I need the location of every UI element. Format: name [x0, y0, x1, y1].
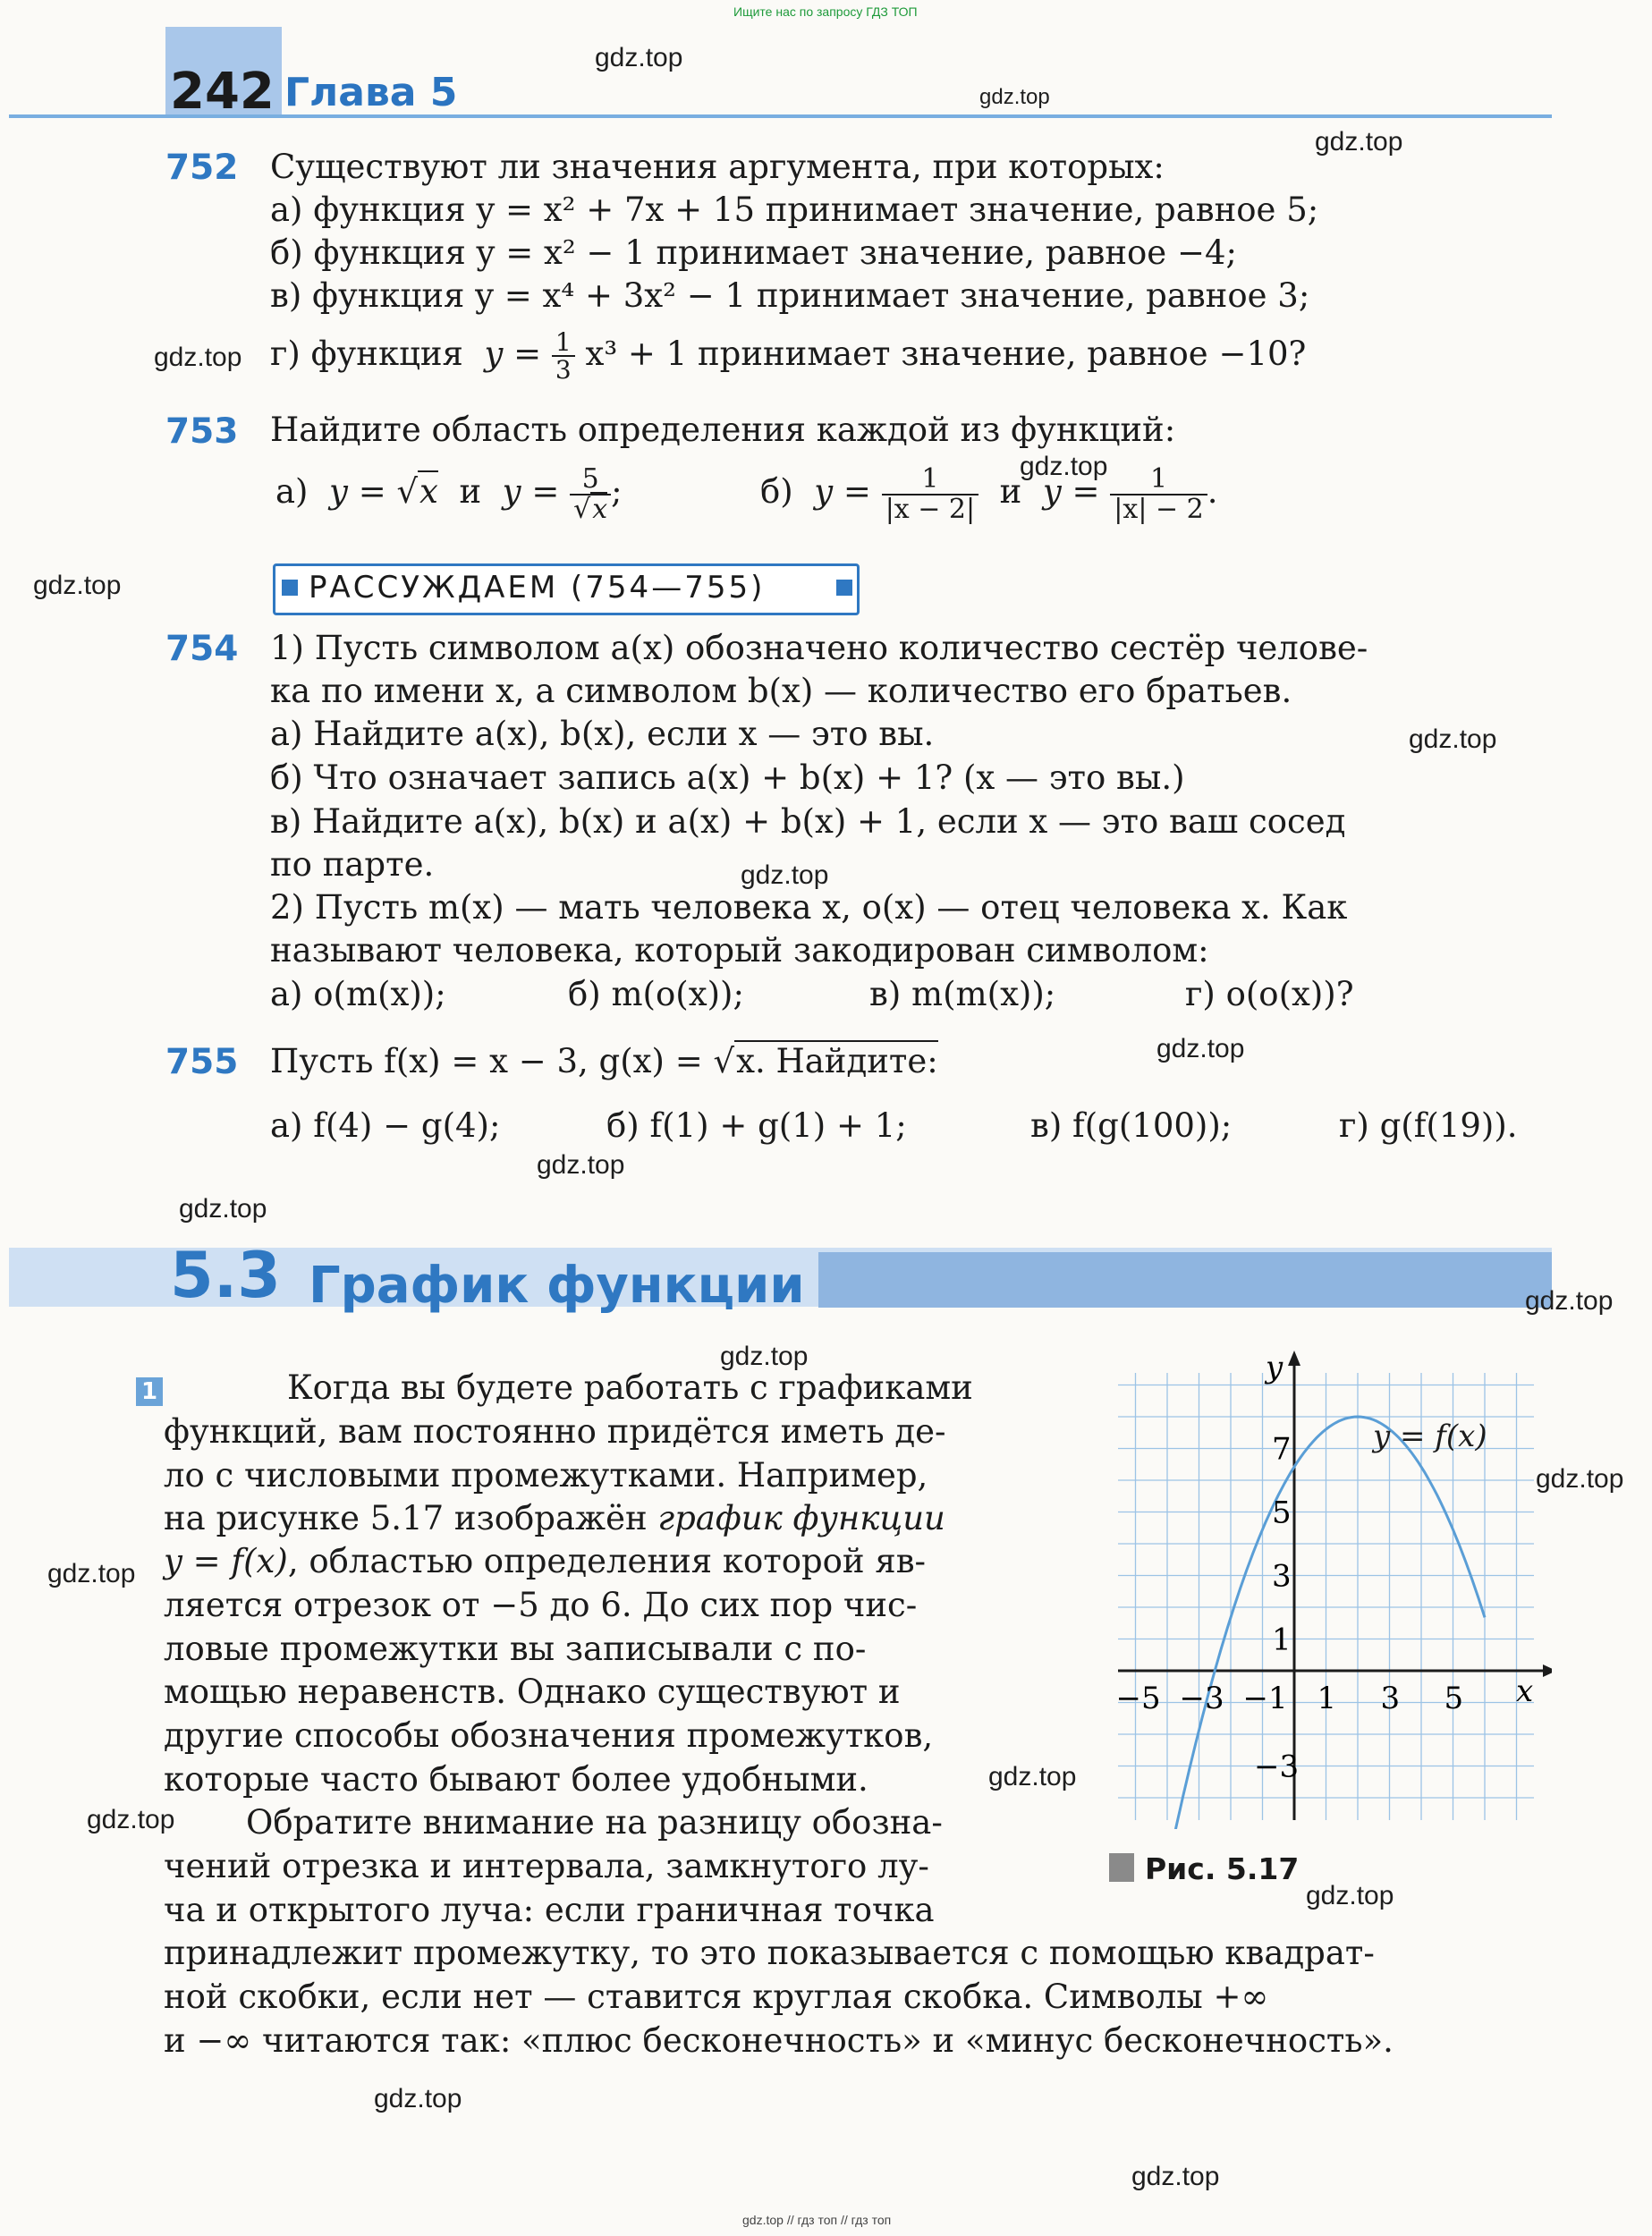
chapter-title: Глава 5 — [284, 70, 458, 115]
ex752-b: б) функция y = x² − 1 принимает значение, равное −4; — [270, 233, 1237, 272]
ex754-option-d: г) o(o(x))? — [1185, 975, 1354, 1013]
reasoning-title: РАССУЖДАЕМ (754—755) — [309, 570, 766, 606]
ex752-d-post: x³ + 1 принимает значение, равное −10? — [585, 334, 1307, 373]
function-curve — [1136, 1417, 1486, 1829]
ex752-a: а) функция y = x² + 7x + 15 принимает значение, равное 5; — [270, 191, 1319, 229]
paragraph-2-line3: ча и открытого луча: если граничная точка — [164, 1891, 935, 1929]
x-tick-label: −3 — [1179, 1681, 1224, 1716]
y-tick-label: 1 — [1272, 1622, 1292, 1658]
ex754-line5: в) Найдите a(x), b(x) и a(x) + b(x) + 1, если x — это ваш сосед — [270, 802, 1346, 841]
ex752-d-frac-num: 1 — [552, 329, 575, 357]
paragraph-1-line9: другие способы обозначения промежутков, — [164, 1716, 934, 1755]
y-tick-label: 5 — [1272, 1495, 1292, 1531]
function-graph — [1105, 1346, 1552, 1829]
watermark: gdz.top — [1156, 1034, 1245, 1063]
exercise-number-753: 753 — [165, 411, 239, 452]
ex753-a: а) y = √x и y = $\frac{5}{√x}$ ; — [275, 463, 623, 525]
watermark: gdz.top — [87, 1805, 175, 1834]
ex754-line4: б) Что означает запись a(x) + b(x) + 1? (x — это вы.) — [270, 758, 1185, 797]
watermark: gdz.top — [720, 1342, 809, 1371]
watermark: gdz.top — [179, 1194, 267, 1224]
watermark: gdz.top — [374, 2084, 462, 2113]
watermark: gdz.top — [1315, 127, 1403, 157]
paragraph-2-line5: ной скобки, если нет — ставится круглая скобка. Символы +∞ — [164, 1978, 1269, 2016]
ex753-b: б) y = $\frac{1}{|x - 2|}$ и y = $\frac{1}{|x| - 2}$ . — [760, 463, 1218, 525]
watermark: gdz.top — [1409, 724, 1497, 754]
watermark: gdz.top — [1536, 1464, 1624, 1494]
ex755-b: б) f(1) + g(1) + 1; — [606, 1106, 907, 1145]
top-note: Ищите нас по запросу ГДЗ ТОП — [733, 4, 918, 19]
ex755-intro: Пусть f(x) = x − 3, g(x) = √x. Найдите: — [270, 1042, 938, 1080]
ex752-c: в) функция y = x⁴ + 3x² − 1 принимает значение, равное 3; — [270, 276, 1310, 315]
ex755-c: в) f(g(100)); — [1030, 1106, 1233, 1145]
y-tick-label: −3 — [1254, 1749, 1300, 1785]
x-tick-label: −1 — [1242, 1681, 1288, 1716]
watermark: gdz.top — [1525, 1286, 1614, 1316]
section-title: График функции — [309, 1257, 805, 1315]
function-label: y = f(x) — [1373, 1419, 1487, 1454]
watermark: gdz.top — [1020, 452, 1108, 481]
watermark: gdz.top — [741, 860, 829, 890]
ex752-intro: Существуют ли значения аргумента, при которых: — [270, 148, 1165, 186]
paragraph-1-line10: которые часто бывают более удобными. — [164, 1760, 868, 1799]
paragraph-1-line5: y = f(x), областью определения которой яв- — [164, 1542, 927, 1580]
y-axis-arrow — [1288, 1351, 1300, 1366]
ex754-option-c: в) m(m(x)); — [869, 975, 1056, 1013]
exercise-number-752: 752 — [165, 148, 239, 188]
paragraph-1-line3: ло с числовыми промежутками. Например, — [164, 1456, 928, 1495]
ex753-intro: Найдите область определения каждой из функций: — [270, 411, 1176, 449]
paragraph-2-line2: чений отрезка и интервала, замкнутого лу- — [164, 1847, 929, 1885]
ex752-d-pre: г) функция — [270, 334, 463, 373]
ex752-d-frac-den: 3 — [555, 355, 572, 385]
ex753-b-den2: |x| − 2 — [1114, 493, 1204, 525]
paragraph-1-line6: ляется отрезок от −5 до 6. До сих пор чис- — [164, 1586, 918, 1624]
paragraph-1: Когда вы будете работать с графиками — [287, 1368, 973, 1407]
watermark: gdz.top — [537, 1150, 625, 1180]
ex753-a-num: 5 — [570, 465, 611, 495]
watermark: gdz.top — [1131, 2162, 1220, 2191]
watermark: gdz.top — [1306, 1881, 1394, 1910]
watermark: gdz.top — [979, 85, 1050, 109]
watermark: gdz.top — [47, 1559, 136, 1588]
ex755-a: а) f(4) − g(4); — [270, 1106, 501, 1145]
ex754-line2: ка по имени x, а символом b(x) — количество его братьев. — [270, 672, 1292, 710]
section-number: 5.3 — [170, 1239, 282, 1312]
exercise-number-754: 754 — [165, 629, 239, 669]
x-tick-label: 5 — [1444, 1681, 1464, 1716]
paragraph-1-line8: мощью неравенств. Однако существуют и — [164, 1673, 901, 1711]
paragraph-1-line7: ловые промежутки вы записывали с по- — [164, 1630, 867, 1668]
ex753-b-den1: |x − 2| — [885, 493, 976, 525]
paragraph-2-line6: и −∞ читаются так: «плюс бесконечность» и «минус бесконечность». — [164, 2021, 1394, 2060]
ex754-option-b: б) m(o(x)); — [568, 975, 744, 1013]
y-tick-label: 3 — [1272, 1558, 1292, 1595]
figure-caption: Рис. 5.17 — [1145, 1851, 1300, 1886]
x-axis-arrow — [1543, 1664, 1552, 1677]
ex754-line6: по парте. — [270, 845, 435, 884]
x-axis-label: x — [1516, 1673, 1534, 1709]
watermark: gdz.top — [595, 43, 683, 72]
caption-marker — [1109, 1853, 1134, 1882]
watermark: gdz.top — [154, 343, 242, 372]
exercise-number-755: 755 — [165, 1042, 239, 1082]
ex755-d: г) g(f(19)). — [1339, 1106, 1518, 1145]
reasoning-box-marker-right — [836, 580, 852, 596]
y-tick-label: 7 — [1272, 1431, 1292, 1468]
x-tick-label: −5 — [1115, 1681, 1161, 1716]
ex754-line8: называют человека, который закодирован символом: — [270, 931, 1209, 970]
x-tick-label: 1 — [1317, 1681, 1337, 1716]
watermark: gdz.top — [988, 1762, 1077, 1791]
paragraph-1-line4: на рисунке 5.17 изображён график функции — [164, 1499, 945, 1537]
ex754-line1: 1) Пусть символом a(x) обозначено количество сестёр челове- — [270, 629, 1368, 667]
section-band-accent — [818, 1252, 1552, 1308]
reasoning-box-marker-left — [282, 580, 298, 596]
watermark: gdz.top — [33, 571, 122, 600]
y-axis-label: y — [1266, 1350, 1283, 1385]
ex754-line7: 2) Пусть m(x) — мать человека x, o(x) — отец человека x. Как — [270, 888, 1348, 927]
ex752-d: г) функция y = $\frac{1}{3}$ x³ + 1 принимает значение, равное −10? — [270, 327, 1307, 385]
page-number: 242 — [170, 63, 275, 121]
bottom-note: gdz.top // гдз топ // гдз топ — [742, 2213, 892, 2227]
paragraph-1-line2: функций, вам постоянно придётся иметь де- — [164, 1412, 946, 1451]
paragraph-marker: 1 — [136, 1377, 163, 1406]
ex754-line3: а) Найдите a(x), b(x), если x — это вы. — [270, 715, 935, 753]
x-tick-label: 3 — [1380, 1681, 1401, 1716]
paragraph-2-line4: принадлежит промежутку, то это показывается с помощью квадрат- — [164, 1934, 1375, 1972]
ex754-option-a: а) o(m(x)); — [270, 975, 446, 1013]
paragraph-2-line1: Обратите внимание на разницу обозна- — [246, 1803, 943, 1842]
